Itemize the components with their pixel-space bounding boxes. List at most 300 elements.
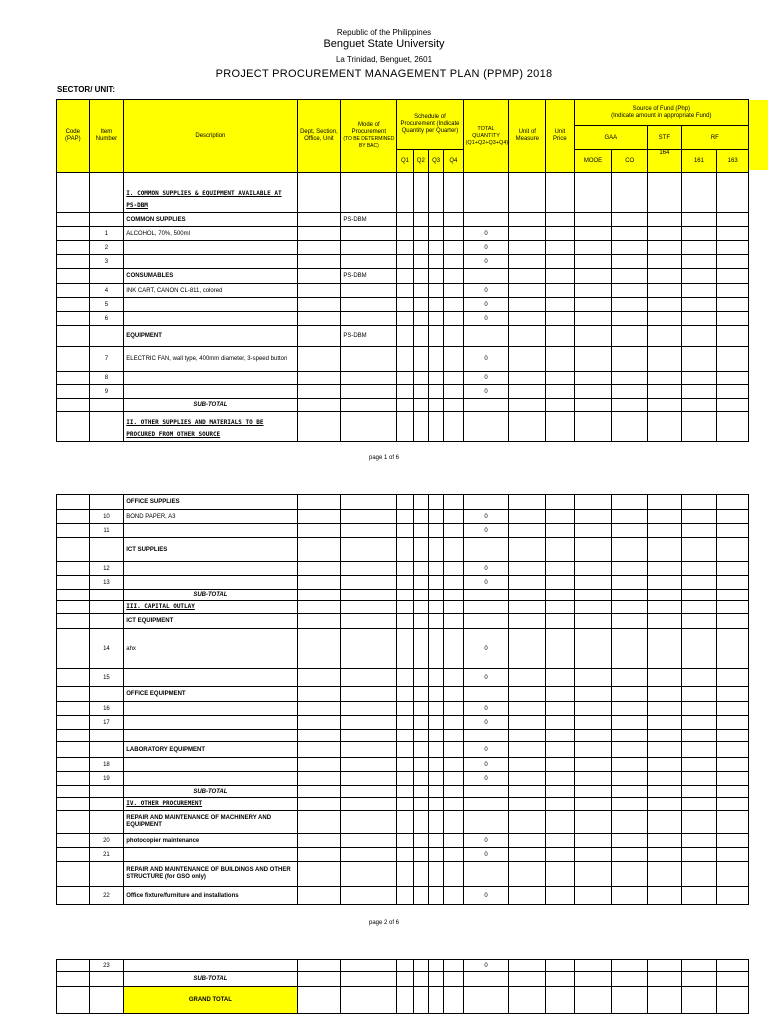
- table-cell: [397, 614, 413, 629]
- table-cell: [574, 614, 612, 629]
- table-cell: [413, 887, 428, 905]
- table-cell: [341, 241, 397, 255]
- table-cell: [717, 576, 749, 590]
- table-cell: [297, 562, 341, 576]
- table-cell: [428, 255, 443, 269]
- table-cell: [57, 629, 90, 669]
- table-cell: [413, 798, 428, 811]
- table-cell: [428, 213, 443, 227]
- table-cell: [612, 326, 648, 347]
- table-cell: [397, 742, 413, 758]
- grand-total-row: [57, 987, 749, 1014]
- table-cell: [681, 284, 717, 298]
- table-cell: [509, 687, 546, 702]
- table-cell: [297, 312, 341, 326]
- table-cell: [574, 742, 612, 758]
- table-cell: [509, 347, 546, 372]
- table-cell: [57, 576, 90, 590]
- table-cell: [546, 798, 575, 811]
- table-cell: [57, 669, 90, 687]
- table-cell: [297, 524, 341, 538]
- table-cell: [509, 702, 546, 716]
- table-cell: [681, 730, 717, 742]
- table-cell: [444, 385, 463, 399]
- table-cell: [397, 562, 413, 576]
- table-cell: [397, 972, 413, 987]
- table-cell: [681, 834, 717, 848]
- table-cell: [509, 786, 546, 798]
- table-cell: [648, 562, 682, 576]
- table-cell: [574, 601, 612, 614]
- item-number: 4: [89, 284, 124, 298]
- table-cell: [297, 972, 341, 987]
- table-cell: [648, 590, 682, 601]
- table-cell: [444, 312, 463, 326]
- table-cell: [57, 887, 90, 905]
- item-description: COMMON SUPPLIES: [124, 213, 297, 227]
- table-row: [57, 758, 749, 772]
- table-cell: [574, 227, 612, 241]
- table-cell: [717, 972, 749, 987]
- table-cell: [717, 758, 749, 772]
- table-cell: [341, 576, 397, 590]
- total-quantity: 0: [463, 372, 509, 385]
- table-cell: [717, 241, 749, 255]
- table-cell: [413, 730, 428, 742]
- table-cell: [681, 510, 717, 524]
- table-cell: [413, 702, 428, 716]
- table-cell: [648, 730, 682, 742]
- table-cell: [297, 730, 341, 742]
- table-cell: [648, 255, 682, 269]
- table-cell: [648, 786, 682, 798]
- item-description: [124, 716, 297, 730]
- table-cell: [681, 798, 717, 811]
- item-number: 17: [89, 716, 124, 730]
- table-cell: [428, 786, 443, 798]
- item-number: 22: [89, 887, 124, 905]
- table-cell: [341, 173, 397, 213]
- table-cell: [648, 510, 682, 524]
- table-row: [57, 772, 749, 786]
- table-cell: [397, 786, 413, 798]
- table-cell: [681, 629, 717, 669]
- table-cell: [648, 972, 682, 987]
- table-cell: [681, 524, 717, 538]
- table-cell: [648, 987, 682, 1014]
- table-cell: [509, 862, 546, 887]
- table-cell: [681, 972, 717, 987]
- table-cell: [574, 495, 612, 510]
- item-number: 23: [89, 960, 124, 972]
- table-cell: [612, 524, 648, 538]
- table-cell: [397, 495, 413, 510]
- table-row: [57, 385, 749, 399]
- table-cell: [612, 742, 648, 758]
- table-cell: [546, 576, 575, 590]
- table-cell: [717, 385, 749, 399]
- table-cell: [297, 269, 341, 284]
- table-cell: [89, 811, 124, 834]
- table-cell: [297, 495, 341, 510]
- table-cell: [428, 326, 443, 347]
- table-cell: [89, 590, 124, 601]
- table-cell: [717, 834, 749, 848]
- table-cell: [341, 772, 397, 786]
- table-cell: [648, 614, 682, 629]
- table-cell: [397, 960, 413, 972]
- table-cell: [648, 716, 682, 730]
- table-cell: [397, 848, 413, 862]
- table-cell: [717, 562, 749, 576]
- table-cell: [428, 227, 443, 241]
- total-quantity: 0: [463, 772, 509, 786]
- table-cell: [717, 495, 749, 510]
- table-cell: [717, 987, 749, 1014]
- table-cell: [509, 385, 546, 399]
- table-cell: [509, 742, 546, 758]
- item-description: [124, 298, 297, 312]
- table-cell: [413, 412, 428, 442]
- table-cell: [57, 326, 90, 347]
- table-cell: [57, 298, 90, 312]
- table-cell: [428, 758, 443, 772]
- table-cell: [413, 298, 428, 312]
- table-row: [57, 562, 749, 576]
- table-cell: [444, 629, 463, 669]
- table-cell: [413, 562, 428, 576]
- table-cell: [341, 385, 397, 399]
- col-rf: RF: [681, 126, 748, 150]
- table-cell: [463, 538, 509, 562]
- table-cell: [509, 372, 546, 385]
- table-cell: [397, 213, 413, 227]
- item-description: [124, 255, 297, 269]
- table-cell: [574, 716, 612, 730]
- table-cell: [648, 347, 682, 372]
- table-cell: [574, 960, 612, 972]
- col-dept: Dept, Section, Office, Unit: [297, 100, 341, 173]
- table-cell: [297, 538, 341, 562]
- table-cell: [509, 960, 546, 972]
- table-cell: [444, 255, 463, 269]
- table-cell: [297, 576, 341, 590]
- item-description: I. COMMON SUPPLIES & EQUIPMENT AVAILABLE AT PS-DBM: [124, 173, 297, 213]
- table-cell: [413, 241, 428, 255]
- table-cell: [717, 312, 749, 326]
- table-cell: [397, 716, 413, 730]
- table-cell: [546, 848, 575, 862]
- table-cell: [444, 562, 463, 576]
- table-cell: [546, 510, 575, 524]
- col-stf: STF: [648, 126, 682, 150]
- table-cell: [57, 811, 90, 834]
- total-quantity: 0: [463, 255, 509, 269]
- col-source-fund-label: Source of Fund (Php): [632, 105, 691, 112]
- page-number-1: page 1 of 6: [368, 455, 400, 461]
- table-cell: [574, 811, 612, 834]
- table-cell: [397, 538, 413, 562]
- table-cell: [428, 629, 443, 669]
- table-cell: [341, 590, 397, 601]
- table-cell: [413, 669, 428, 687]
- page-number-2: page 2 of 6: [368, 920, 400, 926]
- item-description: ahx: [124, 629, 297, 669]
- table-cell: [89, 742, 124, 758]
- table-cell: [444, 834, 463, 848]
- table-cell: [612, 669, 648, 687]
- table-cell: [546, 326, 575, 347]
- table-cell: [717, 590, 749, 601]
- table-cell: [428, 590, 443, 601]
- table-cell: [574, 576, 612, 590]
- col-q4: Q4: [444, 150, 463, 173]
- total-quantity: 0: [463, 887, 509, 905]
- table-cell: [681, 576, 717, 590]
- table-cell: [574, 562, 612, 576]
- table-cell: [444, 798, 463, 811]
- table-cell: [681, 742, 717, 758]
- item-number: 7: [89, 347, 124, 372]
- table-cell: [428, 834, 443, 848]
- table-cell: [341, 347, 397, 372]
- table-row: [57, 730, 749, 742]
- table-cell: [428, 269, 443, 284]
- table-row: [57, 669, 749, 687]
- table-cell: [444, 326, 463, 347]
- total-quantity: 0: [463, 298, 509, 312]
- table-cell: [428, 372, 443, 385]
- table-cell: [341, 758, 397, 772]
- table-cell: [57, 399, 90, 412]
- table-cell: [89, 213, 124, 227]
- table-cell: [297, 834, 341, 848]
- mode-of-procurement: PS-DBM: [341, 326, 397, 347]
- table-cell: [413, 576, 428, 590]
- table-cell: [413, 538, 428, 562]
- table-cell: [444, 730, 463, 742]
- table-cell: [546, 372, 575, 385]
- table-cell: [648, 213, 682, 227]
- table-cell: [413, 629, 428, 669]
- table-cell: [648, 669, 682, 687]
- table-cell: [612, 385, 648, 399]
- table-cell: [717, 848, 749, 862]
- table-cell: [413, 399, 428, 412]
- table-cell: [648, 848, 682, 862]
- table-cell: [546, 412, 575, 442]
- item-description: SUB-TOTAL: [124, 590, 297, 601]
- table-cell: [681, 786, 717, 798]
- table-cell: [681, 326, 717, 347]
- item-description: [124, 372, 297, 385]
- total-quantity: 0: [463, 510, 509, 524]
- table-cell: [717, 601, 749, 614]
- item-description: [124, 524, 297, 538]
- table-cell: [546, 960, 575, 972]
- table-row: [57, 298, 749, 312]
- table-cell: [612, 702, 648, 716]
- table-cell: [413, 742, 428, 758]
- table-cell: [612, 576, 648, 590]
- table-cell: [574, 255, 612, 269]
- table-cell: [341, 495, 397, 510]
- table-cell: [509, 811, 546, 834]
- table-cell: [509, 524, 546, 538]
- table-cell: [612, 284, 648, 298]
- table-cell: [612, 372, 648, 385]
- table-cell: [89, 798, 124, 811]
- table-cell: [648, 742, 682, 758]
- table-cell: [397, 412, 413, 442]
- item-description: [124, 241, 297, 255]
- table-cell: [574, 312, 612, 326]
- item-number: 10: [89, 510, 124, 524]
- table-cell: [297, 284, 341, 298]
- table-cell: [397, 987, 413, 1014]
- table-cell: [397, 312, 413, 326]
- table-cell: [297, 241, 341, 255]
- table-cell: [428, 524, 443, 538]
- table-cell: [574, 241, 612, 255]
- table-cell: [509, 326, 546, 347]
- table-cell: [612, 862, 648, 887]
- table-cell: [413, 173, 428, 213]
- table-cell: [413, 758, 428, 772]
- table-cell: [681, 213, 717, 227]
- table-cell: [648, 862, 682, 887]
- item-description: [124, 385, 297, 399]
- item-number: 8: [89, 372, 124, 385]
- table-cell: [89, 972, 124, 987]
- item-number: 20: [89, 834, 124, 848]
- table-cell: [397, 811, 413, 834]
- table-cell: [413, 987, 428, 1014]
- table-cell: [397, 524, 413, 538]
- table-cell: [546, 669, 575, 687]
- table-cell: [509, 758, 546, 772]
- table-cell: [574, 269, 612, 284]
- table-cell: [612, 834, 648, 848]
- table-cell: [428, 562, 443, 576]
- table-cell: [717, 298, 749, 312]
- table-cell: [397, 669, 413, 687]
- table-cell: [57, 385, 90, 399]
- table-cell: [681, 538, 717, 562]
- table-cell: [574, 987, 612, 1014]
- table-cell: [397, 372, 413, 385]
- table-cell: [89, 987, 124, 1014]
- table-cell: [681, 227, 717, 241]
- total-quantity: 0: [463, 834, 509, 848]
- table-cell: [574, 347, 612, 372]
- table-cell: [297, 702, 341, 716]
- table-cell: [717, 227, 749, 241]
- subtotal-row: [57, 590, 749, 601]
- table-cell: [546, 887, 575, 905]
- table-cell: [574, 298, 612, 312]
- table-cell: [546, 173, 575, 213]
- table-cell: [397, 269, 413, 284]
- table-cell: [428, 614, 443, 629]
- item-number: 14: [89, 629, 124, 669]
- table-cell: [428, 576, 443, 590]
- table-cell: [612, 347, 648, 372]
- table-cell: [574, 372, 612, 385]
- table-cell: [413, 687, 428, 702]
- table-row: [57, 284, 749, 298]
- table-cell: [648, 269, 682, 284]
- total-quantity: 0: [463, 284, 509, 298]
- table-cell: [509, 972, 546, 987]
- section-row: [57, 798, 749, 811]
- table-cell: [413, 848, 428, 862]
- table-row: [57, 702, 749, 716]
- table-cell: [341, 687, 397, 702]
- table-row: [57, 862, 749, 887]
- table-cell: [57, 524, 90, 538]
- ppmp-table-page1: [56, 172, 749, 442]
- table-cell: [546, 255, 575, 269]
- table-cell: [444, 887, 463, 905]
- table-cell: [341, 716, 397, 730]
- table-cell: [297, 786, 341, 798]
- table-cell: [509, 614, 546, 629]
- total-quantity: 0: [463, 385, 509, 399]
- table-cell: [648, 834, 682, 848]
- table-cell: [509, 298, 546, 312]
- table-cell: [681, 412, 717, 442]
- table-cell: [444, 742, 463, 758]
- table-cell: [397, 834, 413, 848]
- table-cell: [413, 590, 428, 601]
- table-cell: [444, 269, 463, 284]
- table-cell: [612, 173, 648, 213]
- ppmp-table-page3: [56, 959, 749, 1014]
- table-cell: [681, 887, 717, 905]
- table-row: [57, 255, 749, 269]
- col-mooe: MOOE: [574, 150, 612, 173]
- table-cell: [648, 173, 682, 213]
- table-cell: [89, 326, 124, 347]
- table-cell: [574, 213, 612, 227]
- table-cell: [444, 213, 463, 227]
- table-cell: [57, 510, 90, 524]
- table-cell: [463, 495, 509, 510]
- table-row: [57, 960, 749, 972]
- table-cell: [681, 372, 717, 385]
- table-cell: [341, 669, 397, 687]
- table-cell: [574, 848, 612, 862]
- table-cell: [509, 669, 546, 687]
- table-cell: [717, 811, 749, 834]
- table-cell: [444, 601, 463, 614]
- table-cell: [89, 538, 124, 562]
- table-cell: [341, 614, 397, 629]
- table-cell: [717, 614, 749, 629]
- total-quantity: 0: [463, 241, 509, 255]
- table-cell: [546, 614, 575, 629]
- table-cell: [717, 284, 749, 298]
- table-cell: [397, 730, 413, 742]
- item-number: 5: [89, 298, 124, 312]
- table-cell: [57, 772, 90, 786]
- table-cell: [57, 590, 90, 601]
- table-cell: [546, 972, 575, 987]
- table-cell: [546, 385, 575, 399]
- table-cell: [681, 399, 717, 412]
- col-item-number: Item Number: [89, 100, 124, 173]
